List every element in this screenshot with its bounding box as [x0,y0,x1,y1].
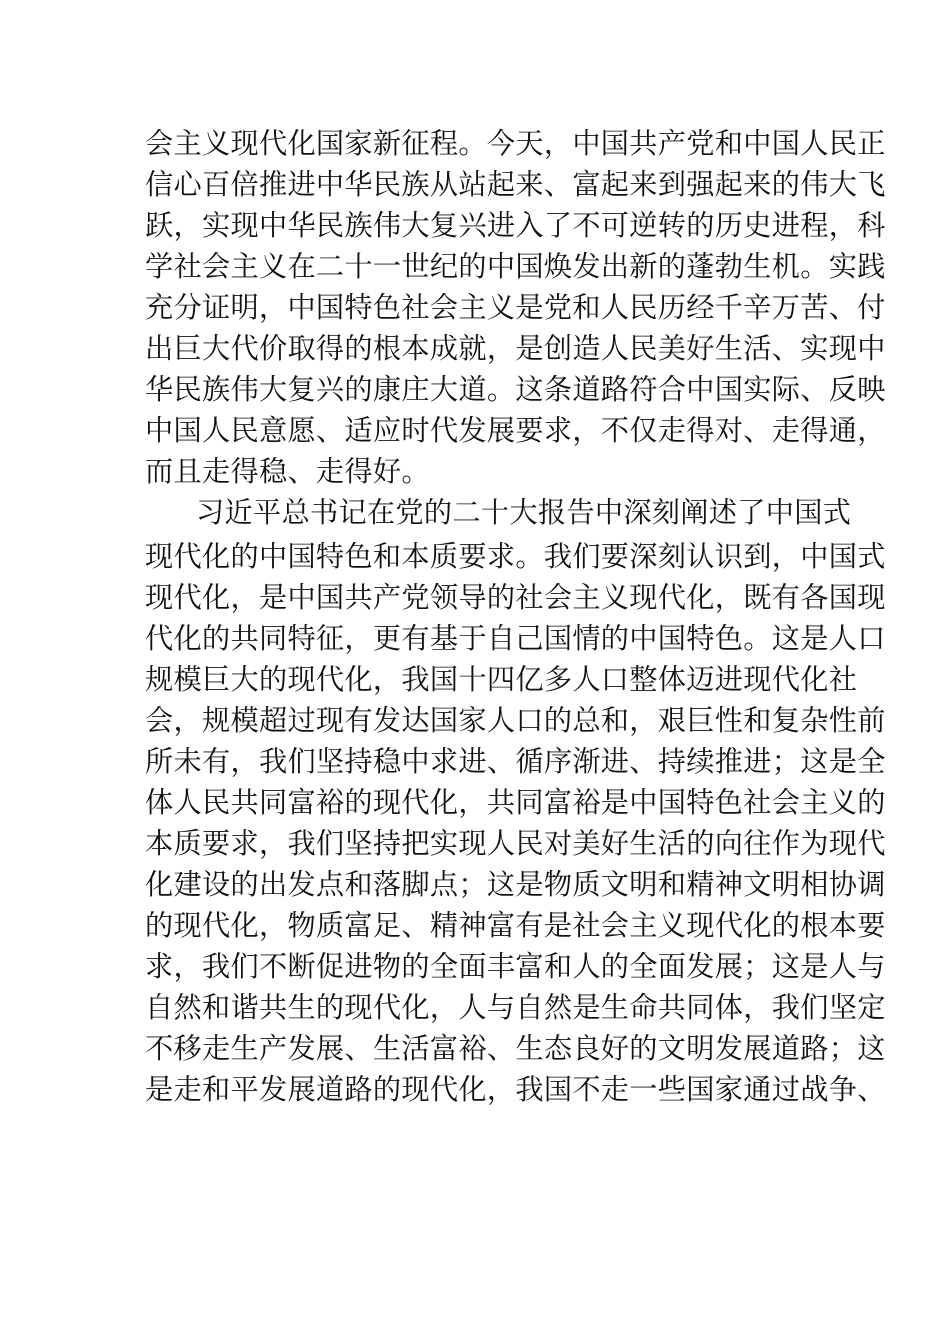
paragraph-1-line-2: 信心百倍推进中华民族从站起来、富起来到强起来的伟大飞 [145,168,886,201]
paragraph-1-line-4: 学社会主义在二十一世纪的中国焕发出新的蓬勃生机。实践 [145,250,886,283]
paragraph-2-line-9: 本质要求，我们坚持把实现人民对美好生活的向往作为现代 [145,827,886,860]
paragraph-1-line-7: 华民族伟大复兴的康庄大道。这条道路符合中国实际、反映 [145,373,886,406]
paragraph-2-line-13: 自然和谐共生的现代化，人与自然是生命共同体，我们坚定 [145,991,886,1024]
paragraph-2-line-7: 所未有，我们坚持稳中求进、循序渐进、持续推进；这是全 [145,745,886,778]
paragraph-1-line-6: 出巨大代价取得的根本成就，是创造人民美好生活、实现中 [145,332,886,365]
paragraph-2-line-14: 不移走生产发展、生活富裕、生态良好的文明发展道路；这 [145,1032,886,1065]
paragraph-2-line-2: 现代化的中国特色和本质要求。我们要深刻认识到，中国式 [145,540,886,573]
paragraph-1-line-8: 中国人民意愿、适应时代发展要求，不仅走得对、走得通， [145,414,886,447]
paragraph-2-line-10: 化建设的出发点和落脚点；这是物质文明和精神文明相协调 [145,868,886,901]
paragraph-2-line-6: 会，规模超过现有发达国家人口的总和，艰巨性和复杂性前 [145,704,886,737]
paragraph-1-line-5: 充分证明，中国特色社会主义是党和人民历经千辛万苦、付 [145,291,886,324]
paragraph-1-line-3: 跃，实现中华民族伟大复兴进入了不可逆转的历史进程，科 [145,209,886,242]
paragraph-1-line-1: 会主义现代化国家新征程。今天，中国共产党和中国人民正 [145,127,886,160]
paragraph-2-line-15: 是走和平发展道路的现代化，我国不走一些国家通过战争、 [145,1073,886,1106]
paragraph-2-line-1: 习近平总书记在党的二十大报告中深刻阐述了中国式 [196,496,852,529]
paragraph-2-line-11: 的现代化，物质富足、精神富有是社会主义现代化的根本要 [145,909,886,942]
paragraph-1-line-9: 而且走得稳、走得好。 [145,455,430,488]
paragraph-2-line-8: 体人民共同富裕的现代化，共同富裕是中国特色社会主义的 [145,786,886,819]
paragraph-2-line-5: 规模巨大的现代化，我国十四亿多人口整体迈进现代化社 [145,663,858,696]
paragraph-2-line-12: 求，我们不断促进物的全面丰富和人的全面发展；这是人与 [145,950,886,983]
paragraph-2-line-4: 代化的共同特征，更有基于自己国情的中国特色。这是人口 [145,622,886,655]
paragraph-2-line-3: 现代化，是中国共产党领导的社会主义现代化，既有各国现 [145,581,886,614]
